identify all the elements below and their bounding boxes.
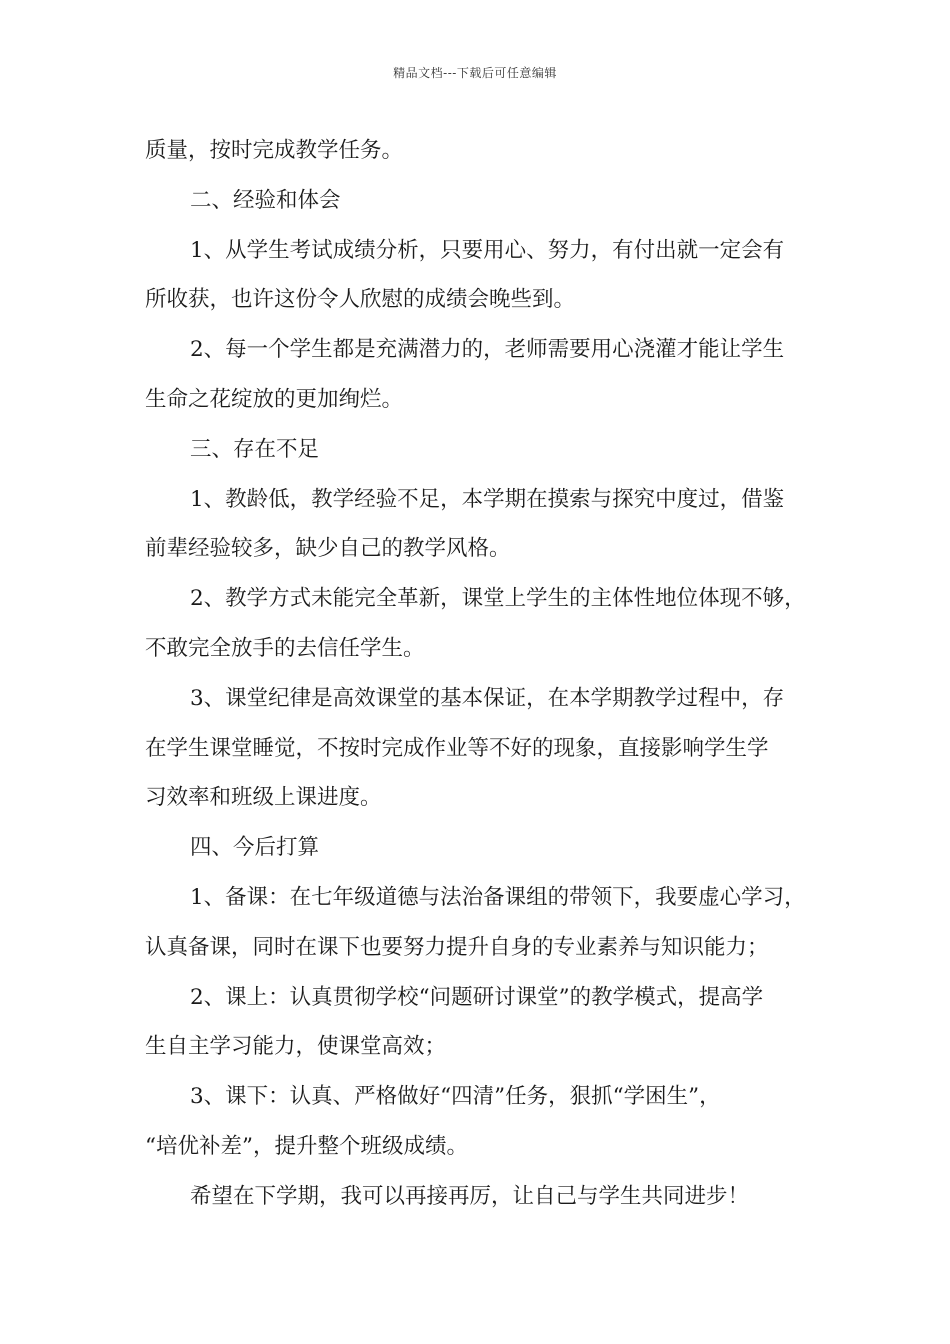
text-line: 1、教龄低，教学经验不足，本学期在摸索与探究中度过，借鉴 [190, 486, 785, 512]
text-line: 质量，按时完成教学任务。 [145, 138, 404, 163]
text-line: 不敢完全放手的去信任学生。 [145, 635, 425, 661]
text-line: 2、教学方式未能完全革新，课堂上学生的主体性地位体现不够， [190, 586, 806, 612]
text-line: 在学生课堂睡觉，不按时完成作业等不好的现象，直接影响学生学 [145, 735, 769, 761]
text-line: 生自主学习能力，使课堂高效； [145, 1034, 447, 1060]
text-line: 习效率和班级上课进度。 [145, 785, 382, 811]
text-line: 3、课下：认真、严格做好“四清”任务，狠抓“学困生”， [190, 1084, 721, 1110]
closing-line: 希望在下学期，我可以再接再厉，让自己与学生共同进步！ [190, 1183, 750, 1209]
page-header: 精品文档---下载后可任意编辑 [393, 66, 557, 80]
text-line: “培优补差”，提升整个班级成绩。 [145, 1133, 468, 1159]
text-line: 2、课上：认真贯彻学校“问题研讨课堂”的教学模式，提高学 [190, 984, 764, 1010]
section-heading-plans: 四、今后打算 [190, 835, 320, 861]
section-heading-experience: 二、经验和体会 [190, 187, 341, 213]
text-line: 认真备课，同时在课下也要努力提升自身的专业素养与知识能力； [145, 934, 769, 960]
section-heading-shortcomings: 三、存在不足 [190, 436, 320, 462]
text-line: 所收获，也许这份令人欣慰的成绩会晚些到。 [145, 287, 576, 313]
text-line: 1、备课：在七年级道德与法治备课组的带领下，我要虚心学习， [190, 884, 806, 910]
text-line: 生命之花绽放的更加绚烂。 [145, 386, 404, 412]
text-line: 3、课堂纪律是高效课堂的基本保证，在本学期教学过程中，存 [190, 685, 785, 711]
document-body [145, 126, 809, 1222]
text-line: 前辈经验较多，缺少自己的教学风格。 [145, 536, 511, 562]
text-line: 1、从学生考试成绩分析，只要用心、努力，有付出就一定会有 [190, 237, 785, 263]
text-line: 2、每一个学生都是充满潜力的，老师需要用心浇灌才能让学生 [190, 337, 785, 363]
